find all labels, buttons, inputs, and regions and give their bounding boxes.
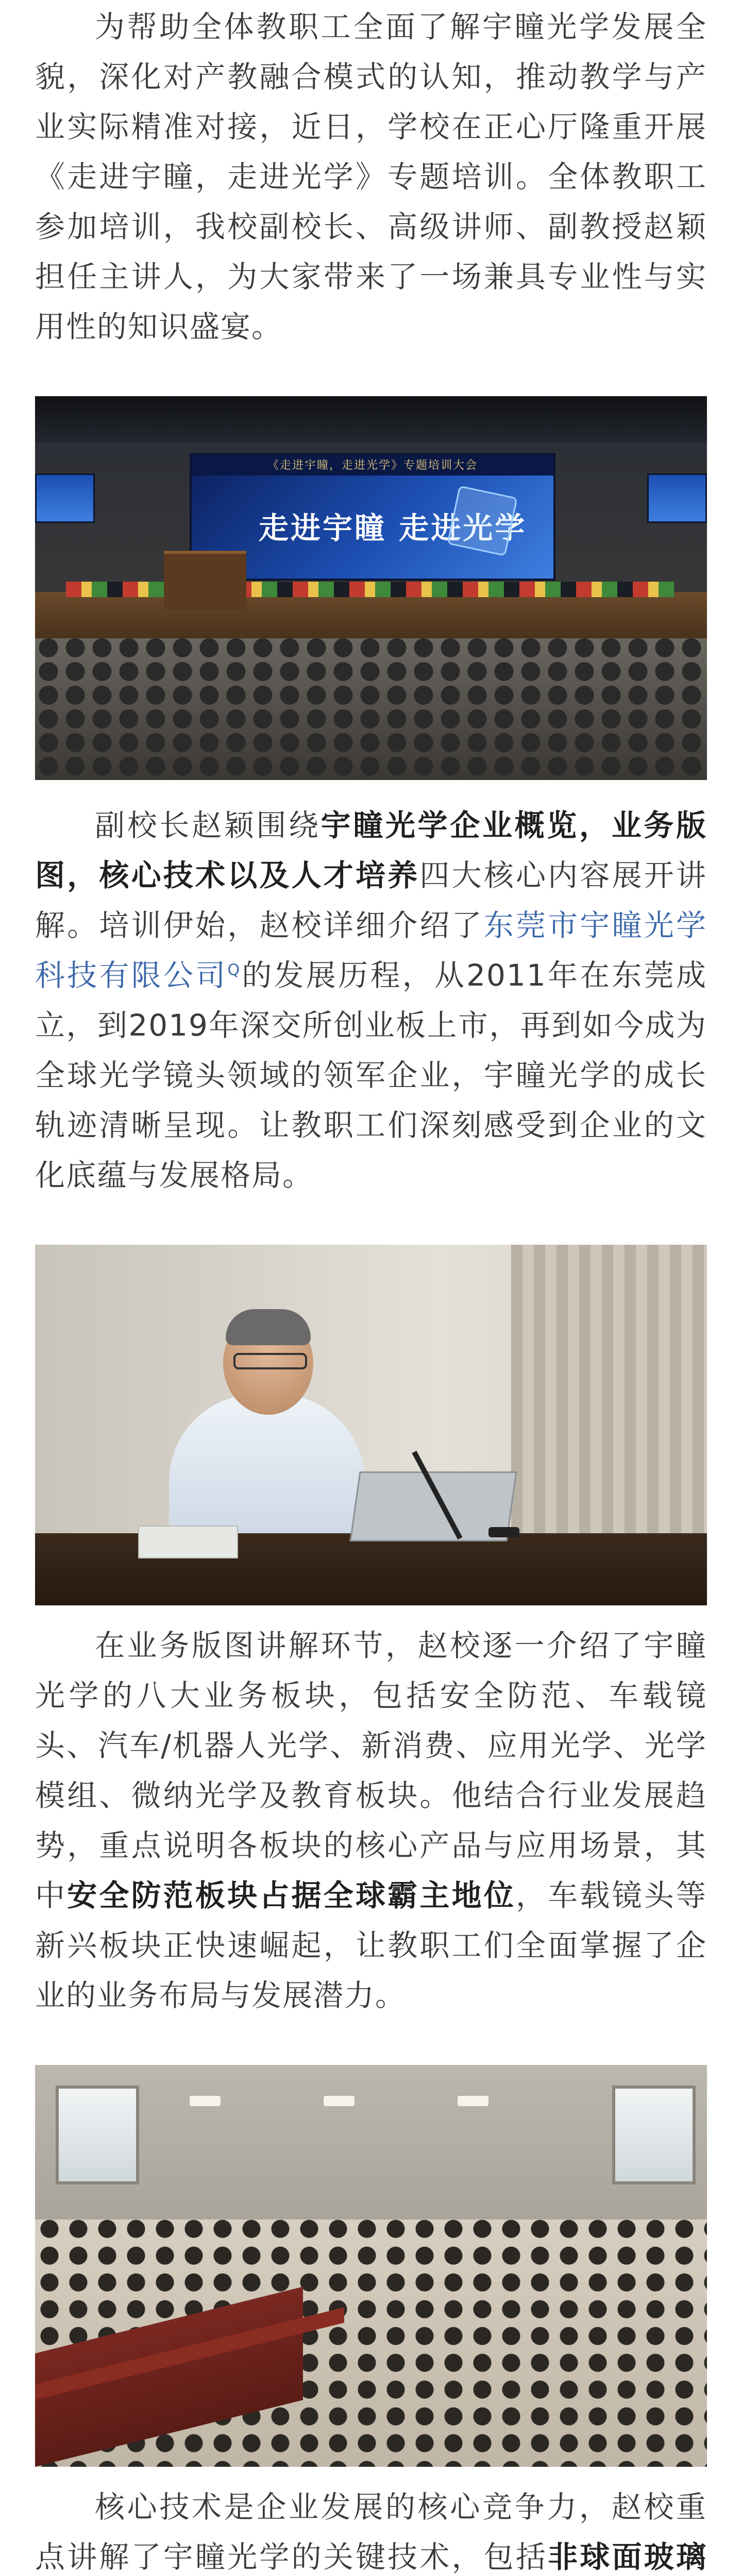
audience-seats (35, 638, 707, 780)
chip-graphic-icon (447, 485, 518, 556)
photo-speaker (35, 1245, 707, 1605)
text-run: ，车载镜头等新兴板块正快速崛起，让教职工们全面掌握了企业的业务布局与发展潜力。 (35, 1878, 707, 2013)
paragraph-overview (35, 801, 707, 1200)
text-run: 在业务版图讲解环节，赵校逐一介绍了宇瞳光学的八大业务板块，包括安全防范、车载镜头、汽车/机器人光学、新消费、应用光学、光学模组、微纳光学及教育板块。他结合行业发展趋势，重点说明各板块的核心产品与应用场景，其中 (35, 1628, 707, 1913)
side-screen-right (647, 473, 707, 523)
stage-flowers (66, 582, 674, 597)
podium (164, 551, 246, 611)
side-screen-left (35, 473, 95, 523)
text-run: 核心技术是企业发展的核心竞争力，赵校重点讲解了宇瞳光学的关键技术，包括 (35, 2489, 707, 2574)
bold-topics: 宇瞳光学企业概览，业务版图，核心技术以及人才培养 (35, 808, 707, 893)
text-run: 四大核心内容展开讲解。培训伊始，赵校详细介绍了 (35, 858, 707, 943)
text-run: 的发展历程，从2011年在东莞成立，到2019年深交所创业板上市，再到如今成为全球光学镜头领域的领军企业，宇瞳光学的成长轨迹清晰呈现。让教职工们深刻感受到企业的文化底蕴与发展格局。 (35, 958, 707, 1193)
bold-security: 安全防范板块占据全球霸主地位 (67, 1878, 516, 1913)
ceiling-light (190, 2096, 221, 2106)
bold-techniques: 非球面玻璃 (548, 2539, 707, 2574)
search-link-icon[interactable]: Q (227, 961, 241, 979)
photo-audience (35, 2065, 707, 2467)
nameplate (138, 1526, 238, 1558)
screen-banner: 《走进宇瞳，走进光学》专题培训大会 (192, 455, 553, 476)
paragraph-business (35, 1621, 707, 2021)
desk (35, 1533, 707, 1605)
window (56, 2086, 139, 2184)
paragraph-intro: 为帮助全体教职工全面了解宇瞳光学发展全貌，深化对产教融合模式的认知，推动教学与产业实际精准对接，近日，学校在正心厅隆重开展《走进宇瞳，走进光学》专题培训。全体教职工参加培训，我校副校长、高级讲师、副教授赵颖担任主讲人，为大家带来了一场兼具专业性与实用性的知识盛宴。 (35, 9, 707, 344)
glasses-icon (233, 1353, 307, 1369)
ceiling-light (324, 2096, 355, 2106)
photo-training-hall (35, 396, 707, 780)
stage (35, 592, 707, 638)
ceiling-light (458, 2096, 488, 2106)
company-link[interactable]: 东莞市宇瞳光学科技有限公司 (35, 908, 707, 993)
window (612, 2086, 696, 2184)
paragraph-technology (35, 2482, 707, 2576)
text-run: 副校长赵颖围绕 (95, 808, 321, 843)
screen-title: 走进宇瞳 走进光学 (259, 511, 527, 546)
